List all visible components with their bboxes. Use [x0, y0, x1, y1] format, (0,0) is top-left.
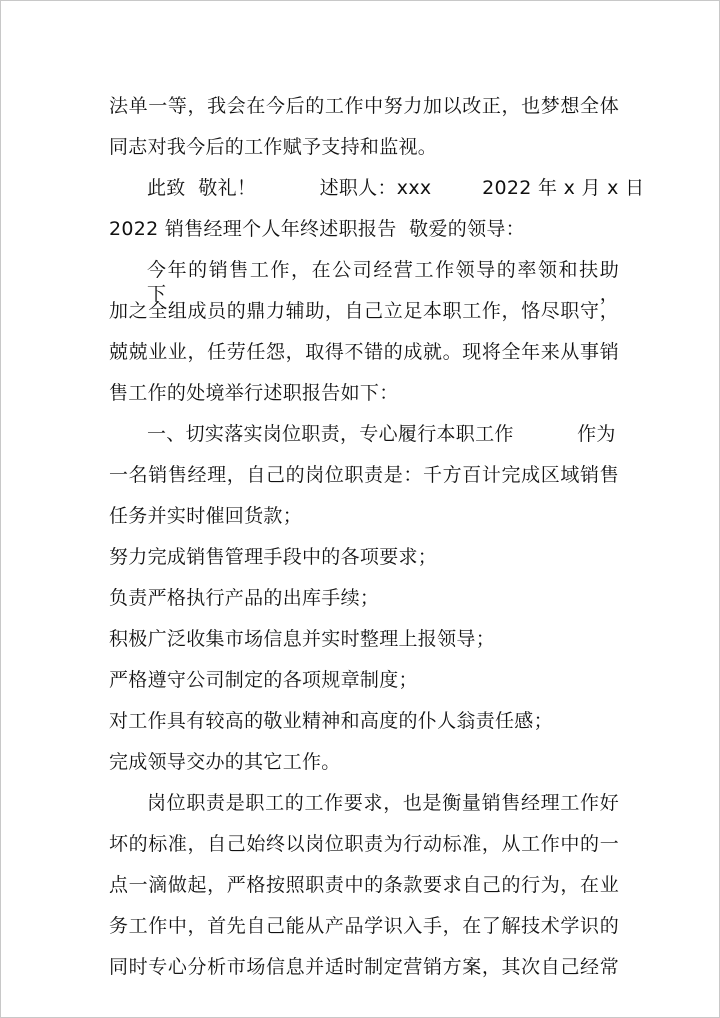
duty-item: 努力完成销售管理手段中的各项要求； — [109, 546, 438, 568]
text-line: 一名销售经理，自己的岗位职责是：千方百计完成区域销售 — [109, 464, 619, 486]
duty-item: 负责严格执行产品的出库手续； — [109, 587, 380, 609]
duty-item: 积极广泛收集市场信息并实时整理上报领导； — [109, 628, 496, 650]
signature-line: 此致 敬礼！ 述职人：xxx 2022 年 x 月 x 日 — [147, 177, 645, 199]
section-heading: 一、切实落实岗位职责，专心履行本职工作 作为 — [147, 423, 616, 445]
text-line: 法单一等，我会在今后的工作中努力加以改正，也梦想全体 — [109, 95, 619, 117]
text-line: 坏的标准，自己始终以岗位职责为行动标准，从工作中的一 — [109, 833, 619, 855]
text-line: 同时专心分析市场信息并适时制定营销方案，其次自己经常 — [109, 956, 619, 978]
text-line: 售工作的处境举行述职报告如下： — [109, 382, 399, 404]
text-line: 务工作中，首先自己能从产品学识入手，在了解技术学识的 — [109, 915, 619, 937]
text-line: 任务并实时催回货款； — [109, 505, 303, 527]
text-line: 今年的销售工作，在公司经营工作领导的率领和扶助下， — [147, 259, 619, 305]
duty-item: 完成领导交办的其它工作。 — [109, 751, 341, 773]
duty-item: 严格遵守公司制定的各项规章制度； — [109, 669, 418, 691]
text-line: 加之全组成员的鼎力辅助，自己立足本职工作，恪尽职守， — [109, 300, 619, 322]
report-title-line: 2022 销售经理个人年终述职报告 敬爱的领导： — [109, 218, 525, 240]
text-line: 同志对我今后的工作赋予支持和监视。 — [109, 136, 438, 158]
text-line: 岗位职责是职工的工作要求，也是衡量销售经理工作好 — [147, 792, 619, 814]
duty-item: 对工作具有较高的敬业精神和高度的仆人翁责任感； — [109, 710, 553, 732]
text-line: 点一滴做起，严格按照职责中的条款要求自己的行为，在业 — [109, 874, 619, 896]
text-line: 兢兢业业，任劳任怨，取得不错的成就。现将全年来从事销 — [109, 341, 619, 363]
